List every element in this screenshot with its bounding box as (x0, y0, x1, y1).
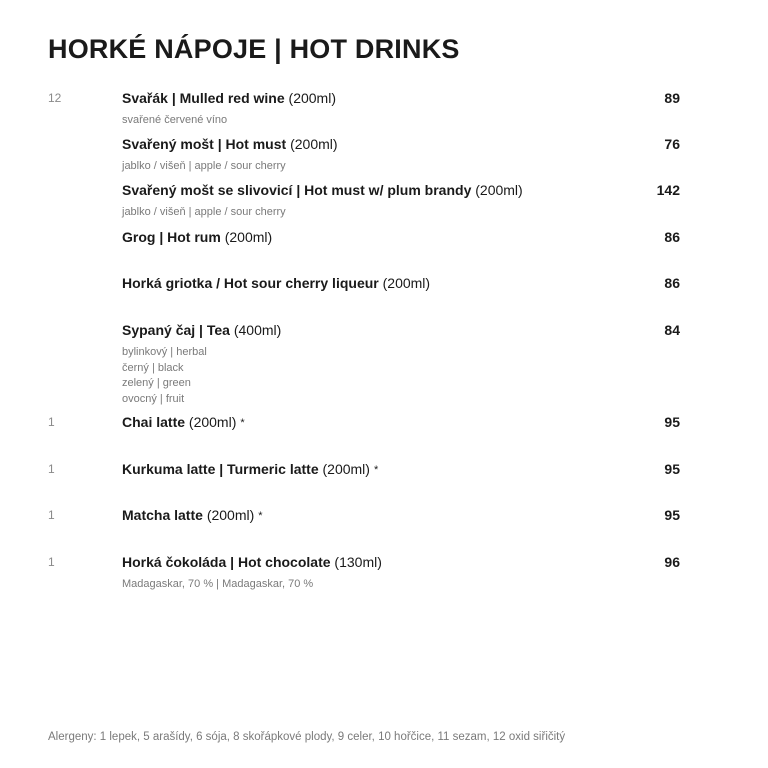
item-title: Chai latte (122, 414, 186, 430)
description-line: jablko / višeň | apple / sour cherry (122, 160, 286, 172)
star-marker: * (258, 510, 263, 522)
item-name (122, 507, 263, 523)
description-line: bylinkový | herbal (122, 346, 207, 358)
item-volume: (200ml) (290, 136, 338, 152)
star-marker: * (373, 464, 379, 476)
description-line: Madagaskar, 70 % | Madagaskar, 70 % (122, 578, 314, 590)
item-title: Horká čokoláda | Hot chocolate (122, 554, 331, 570)
item-name (122, 229, 272, 245)
page-title: HORKÉ NÁPOJE | HOT DRINKS (48, 34, 460, 64)
description-line: svařené červené víno (122, 114, 228, 126)
item-price: 95 (664, 507, 680, 523)
allergen-legend: Alergeny: 1 lepek, 5 arašídy, 6 sója, 8 skořápkové plody, 9 celer, 10 hořčice, 11 sezam, 12 oxid siřičitý (48, 731, 566, 743)
item-volume: (200ml) (206, 507, 255, 523)
star-marker: * (240, 417, 245, 429)
item-price: 95 (664, 414, 680, 430)
item-price: 84 (664, 322, 680, 338)
item-volume: (200ml) (224, 229, 273, 245)
item-title: Svařák | Mulled red wine (122, 90, 285, 106)
item-title: Svařený mošt se slivovicí | Hot must w/ plum brandy (122, 182, 472, 198)
item-name (122, 90, 336, 106)
description-line: ovocný | fruit (122, 392, 185, 405)
allergen-code: 1 (48, 462, 55, 476)
item-volume: (400ml) (233, 322, 282, 338)
item-name (122, 322, 281, 338)
item-price: 95 (664, 461, 680, 477)
item-price: 76 (664, 136, 680, 152)
item-volume: (200ml) (188, 414, 237, 430)
item-title: Svařený mošt | Hot must (122, 136, 287, 152)
item-description (122, 345, 207, 407)
item-title: Kurkuma latte | Turmeric latte (122, 461, 319, 477)
item-description (122, 113, 227, 129)
item-price: 86 (664, 275, 680, 291)
item-name (122, 182, 523, 198)
item-title: Sypaný čaj | Tea (122, 322, 230, 338)
description-line: zelený | green (122, 377, 191, 389)
item-description (122, 205, 286, 221)
item-name (122, 275, 430, 291)
item-title: Matcha latte (122, 507, 203, 523)
item-name (122, 136, 338, 152)
item-description (122, 159, 286, 175)
item-price: 96 (664, 554, 680, 570)
allergen-code: 1 (48, 508, 55, 522)
item-price: 89 (664, 90, 680, 106)
item-volume: (200ml) (288, 90, 336, 106)
item-volume: (200ml) (382, 275, 431, 291)
item-price: 142 (656, 182, 680, 198)
item-volume: (200ml) (475, 182, 523, 198)
allergen-code: 12 (48, 91, 62, 105)
item-title: Grog | Hot rum (122, 229, 221, 245)
allergen-code: 1 (48, 555, 55, 569)
item-volume: (130ml) (334, 554, 382, 570)
item-name (122, 461, 378, 477)
description-line: jablko / višeň | apple / sour cherry (122, 206, 286, 218)
item-name (122, 414, 245, 430)
allergen-code: 1 (48, 415, 55, 429)
item-volume: (200ml) (322, 461, 370, 477)
item-description (122, 577, 313, 593)
item-name (122, 554, 382, 570)
item-title: Horká griotka / Hot sour cherry liqueur (122, 275, 379, 291)
description-line: černý | black (122, 361, 184, 374)
item-price: 86 (664, 229, 680, 245)
